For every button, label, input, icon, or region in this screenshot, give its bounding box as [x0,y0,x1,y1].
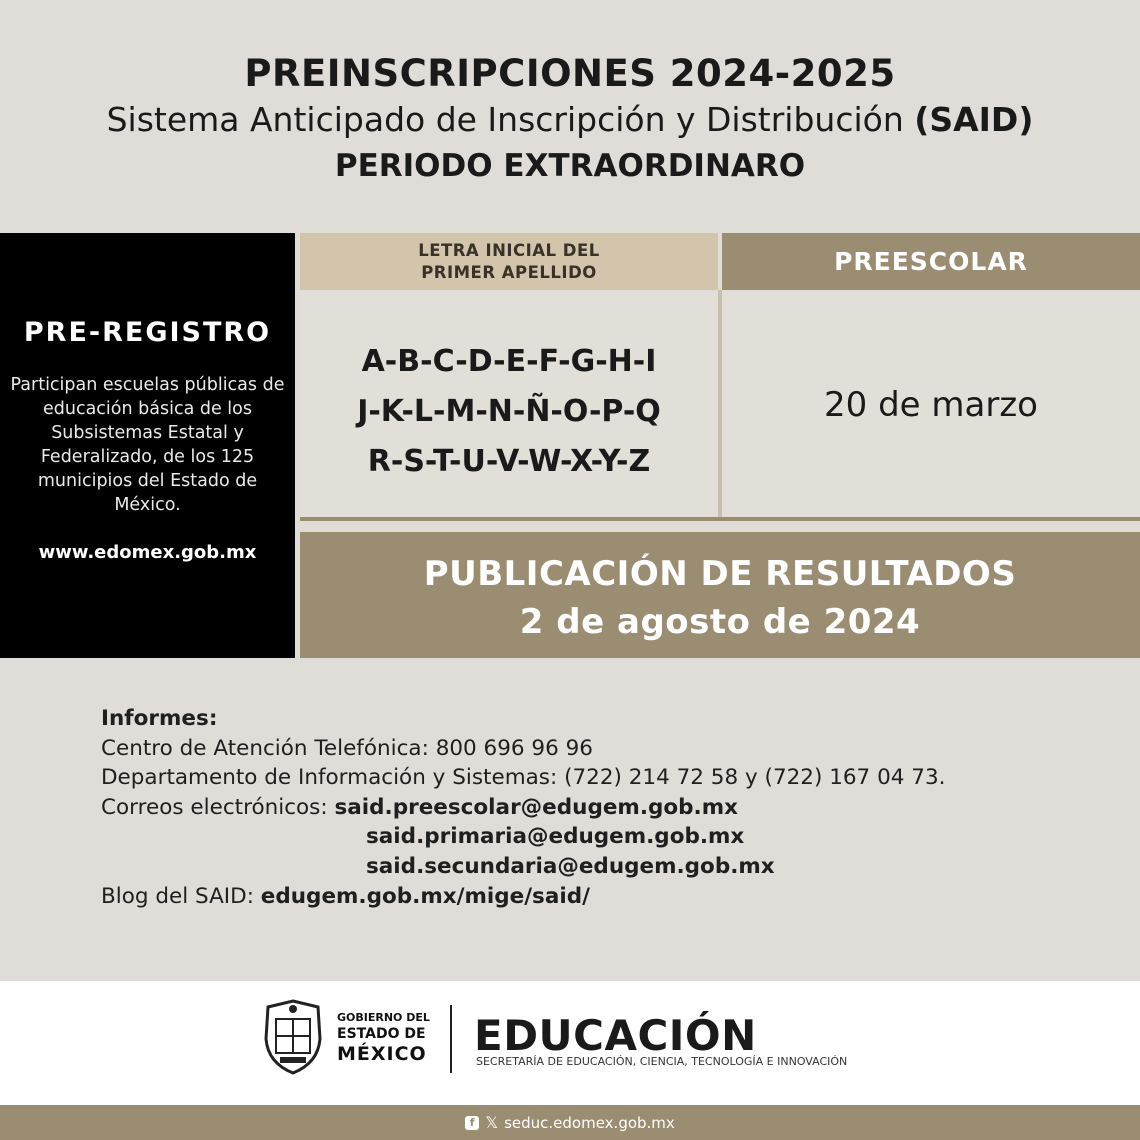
footer [0,981,1140,1105]
page-title: PREINSCRIPCIONES 2024-2025 [244,52,896,95]
facebook-icon[interactable]: f [465,1116,479,1130]
info-heading: Informes: [101,706,218,731]
education-subtitle: SECRETARÍA DE EDUCACIÓN, CIENCIA, TECNOLOGÍA E INNOVACIÓN [476,1055,848,1068]
level-column-header [722,233,1140,290]
table-divider-horizontal [300,517,1140,521]
contact-info [101,704,1101,911]
preescolar-label: PREESCOLAR [834,247,1028,276]
letter-header-line1: LETRA INICIAL DEL [418,240,600,260]
pre-registro-description: Participan escuelas públicas de educación básica de los Subsistemas Estatal y Federalizado, de los 125 municipios del Estado de México. [10,375,285,515]
phone-line: Centro de Atención Telefónica: 800 696 96 96 [101,735,593,761]
blog-label: Blog del SAID: [101,883,254,909]
date-cell [722,292,1140,518]
results-title: PUBLICACIÓN DE RESULTADOS [423,554,1017,594]
gov-line-2: ESTADO DE [337,1026,426,1042]
email-preescolar[interactable]: said.preescolar@edugem.gob.mx [334,794,738,820]
letters-row-2: J-K-L-M-N-Ñ-O-P-Q [357,394,661,429]
blog-link[interactable]: edugem.gob.mx/mige/said/ [260,883,590,909]
social-bar [0,1105,1140,1140]
letter-header-line2: PRIMER APELLIDO [421,262,597,282]
gov-line-3: MÉXICO [337,1043,427,1065]
header [0,0,1140,232]
edomex-link[interactable]: www.edomex.gob.mx [38,542,257,563]
education-logo: EDUCACIÓN [474,1011,757,1060]
x-icon[interactable]: 𝕏 [485,1113,499,1132]
logo-divider [450,1005,452,1073]
coat-of-arms-icon [258,997,328,1077]
pre-registro-panel [0,233,295,658]
letter-column-header [300,233,718,290]
gov-line-1: GOBIERNO DEL [337,1011,430,1024]
social-url[interactable]: seduc.edomex.gob.mx [504,1113,675,1132]
letters-cell [300,292,718,518]
letters-row-1: A-B-C-D-E-F-G-H-I [361,344,657,379]
results-banner [300,532,1140,658]
letters-row-3: R-S-T-U-V-W-X-Y-Z [367,444,651,479]
subtitle-acronym: (SAID) [914,100,1034,139]
results-date: 2 de agosto de 2024 [519,602,921,642]
email-secundaria[interactable]: said.secundaria@edugem.gob.mx [366,853,775,879]
email-primaria[interactable]: said.primaria@edugem.gob.mx [366,824,745,850]
dept-line: Departamento de Información y Sistemas: (722) 214 72 58 y (722) 167 04 73. [101,765,946,791]
registration-date: 20 de marzo [824,385,1038,425]
email-label: Correos electrónicos: [101,794,328,820]
subtitle-main: Sistema Anticipado de Inscripción y Distribución [106,100,904,139]
pre-registro-heading: PRE-REGISTRO [23,317,272,348]
gov-logo-text [337,1011,430,1065]
page-subtitle [0,100,1140,139]
period-label: PERIODO EXTRAORDINARO [334,148,806,184]
